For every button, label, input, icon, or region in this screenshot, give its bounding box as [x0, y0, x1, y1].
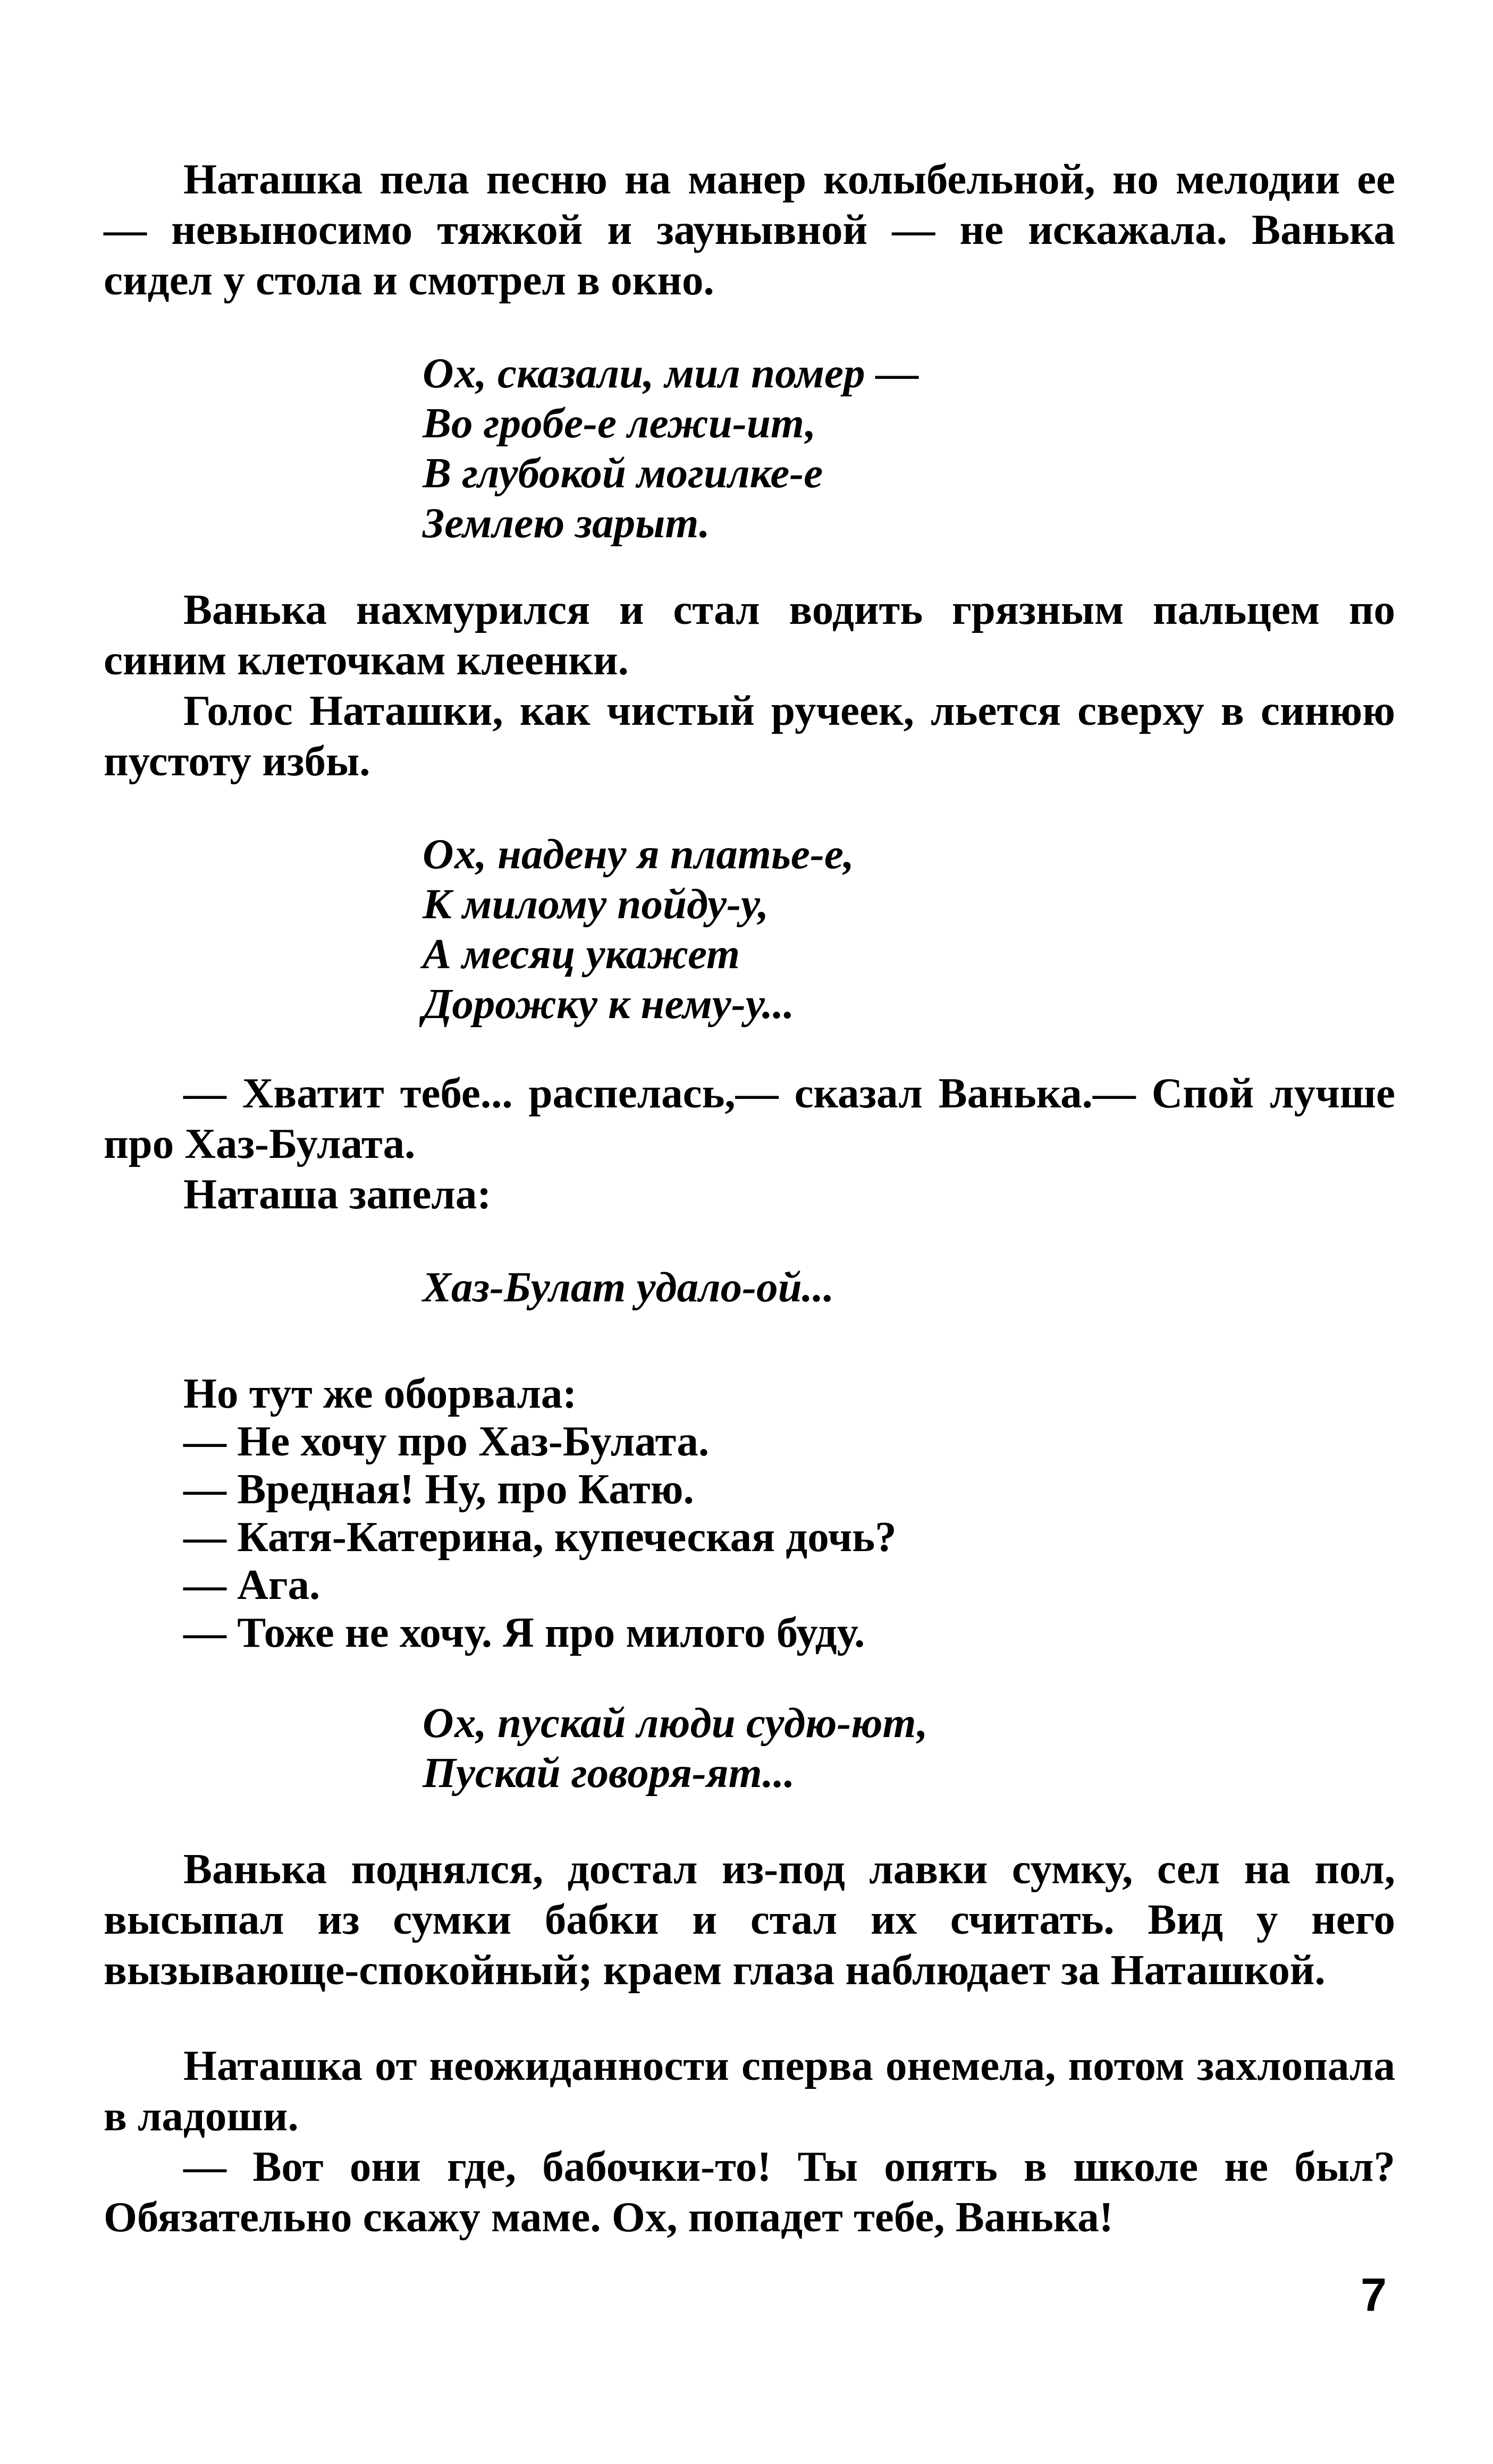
dialog-line: — Не хочу про Хаз-Булата.	[183, 1417, 710, 1465]
paragraph-5: Наташа запела:	[183, 1170, 492, 1218]
paragraph-8: — Вот они где, бабочки-то! Ты опять в школе не был? Обязательно скажу маме. Ох, попадет тебе, Ванька!	[104, 2143, 1395, 2241]
paragraph-6: Ванька поднялся, достал из-под лавки сумку, сел на пол, высыпал из сумки бабки и стал их считать. Вид у него вызывающе-спокойный; краем глаза наблюдает за Наташкой.	[104, 1845, 1395, 1994]
verse-1	[423, 348, 1379, 548]
verse-3	[423, 1262, 1379, 1312]
paragraph-2: Ванька нахмурился и стал водить грязным пальцем по синим клеточкам клеенки.	[104, 586, 1395, 684]
verse-line: Ох, сказали, мил помер —	[423, 349, 919, 397]
dialog-line: — Катя-Катерина, купеческая дочь?	[183, 1513, 897, 1561]
verse-line: А месяц укажет	[423, 930, 740, 978]
page-number: 7	[1361, 2268, 1387, 2321]
verse-line: Землею зарыт.	[423, 499, 710, 547]
verse-line: Ох, надену я платье-е,	[423, 830, 855, 878]
verse-line: Дорожку к нему-у...	[423, 980, 795, 1028]
dialog-line: — Ага.	[183, 1561, 320, 1608]
verse-4	[423, 1698, 1379, 1798]
paragraph-1: Наташка пела песню на манер колыбельной, но мелодии ее — невыносимо тяжкой и заунывной — не искажала. Ванька сидел у стола и смотрел в окно.	[104, 155, 1395, 304]
verse-line: Хаз-Булат удало-ой...	[423, 1263, 834, 1311]
paragraph-7: Наташка от неожиданности сперва онемела, потом захлопала в ладоши.	[104, 2042, 1395, 2140]
dialog-line: Но тут же оборвала:	[183, 1369, 577, 1417]
verse-line: К милому пойду-у,	[423, 880, 769, 928]
verse-line: Пускай говоря-ят...	[423, 1749, 795, 1797]
verse-line: В глубокой могилке-е	[423, 449, 823, 497]
dialog-line: — Вредная! Ну, про Катю.	[183, 1465, 694, 1513]
verse-line: Во гробе-е лежи-ит,	[423, 399, 816, 447]
verse-line: Ох, пускай люди судю-ют,	[423, 1699, 928, 1747]
paragraph-4: — Хватит тебе... распелась,— сказал Ванька.— Спой лучше про Хаз-Булата.	[104, 1069, 1395, 1167]
dialog-line: — Тоже не хочу. Я про милого буду.	[183, 1608, 865, 1656]
paragraph-3: Голос Наташки, как чистый ручеек, льется сверху в синюю пустоту избы.	[104, 687, 1395, 785]
verse-2	[423, 829, 1379, 1029]
